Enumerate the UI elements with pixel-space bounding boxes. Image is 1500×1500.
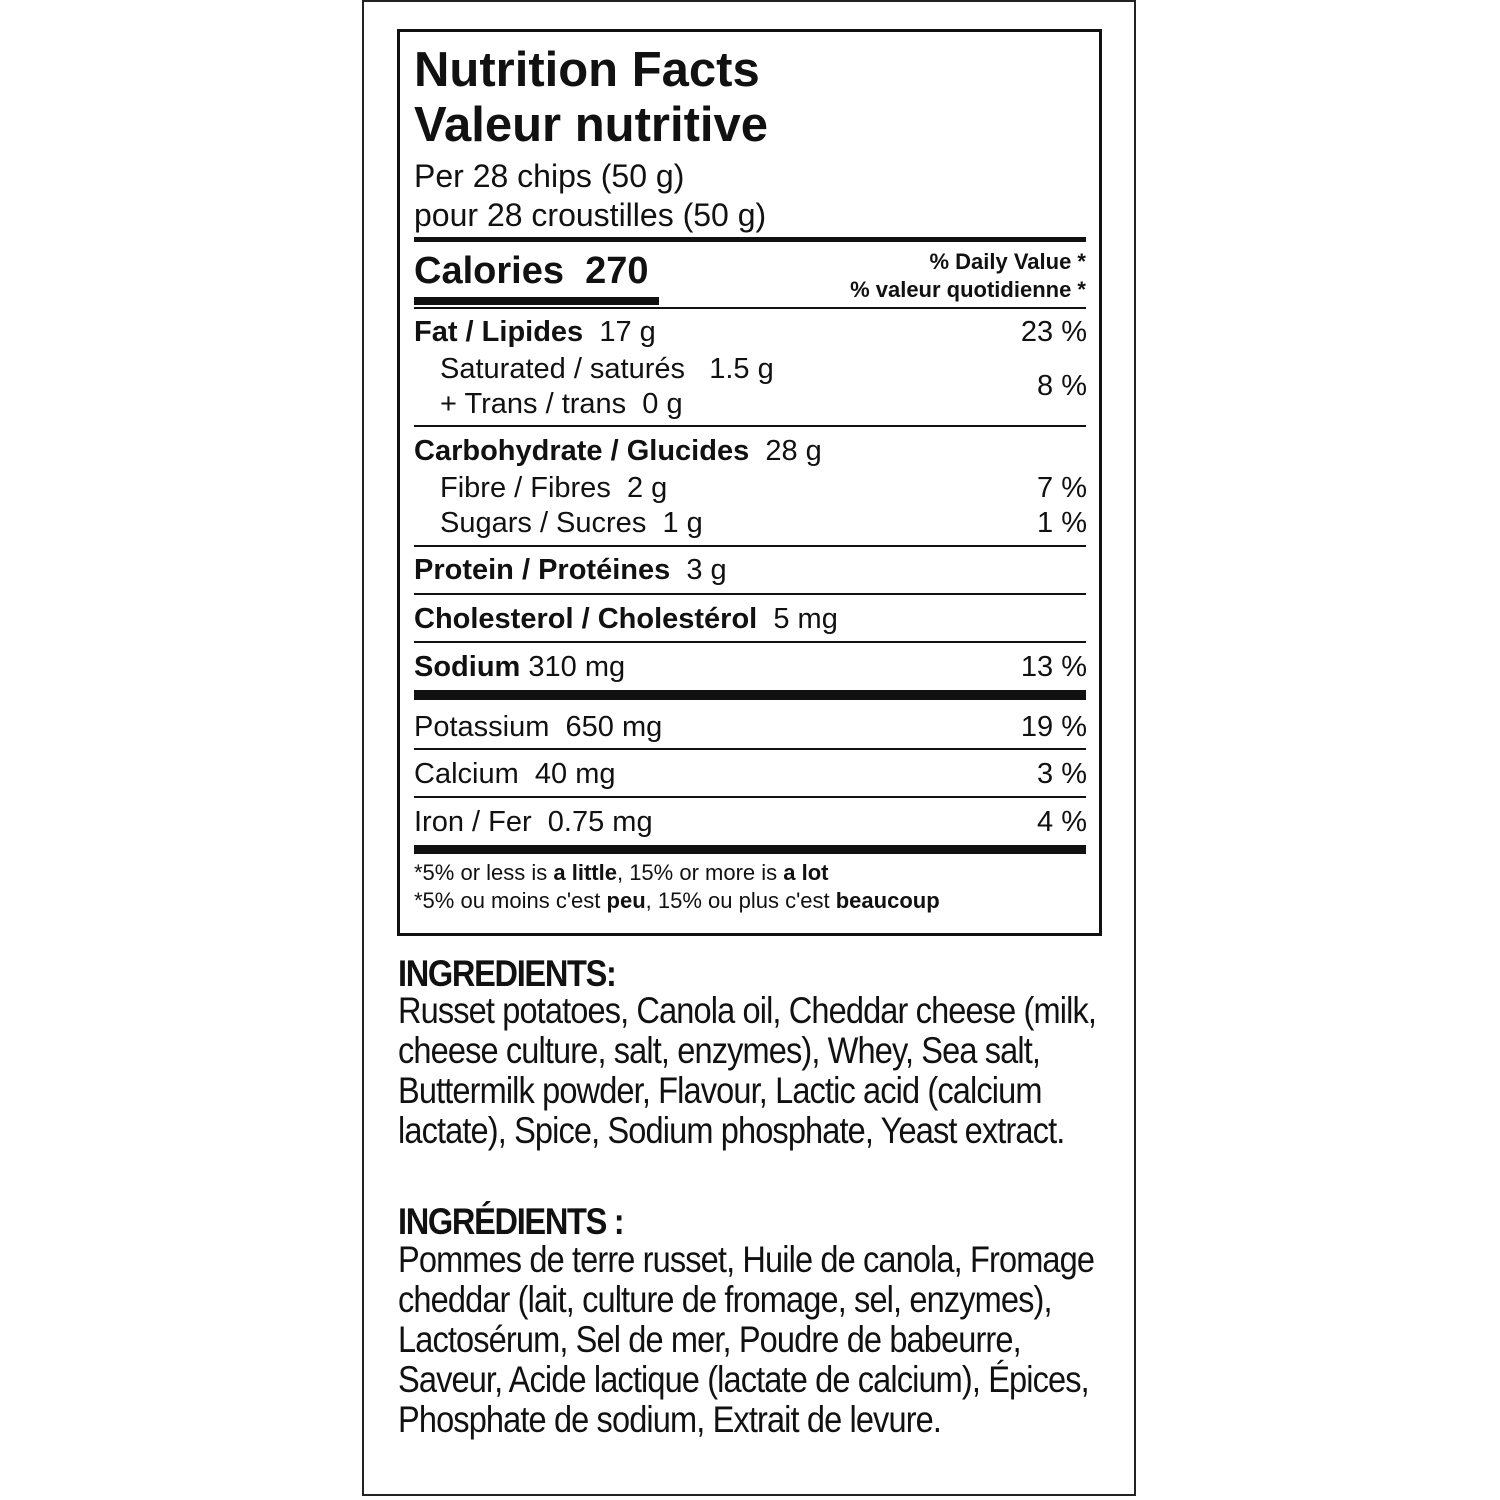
saturated-row bbox=[440, 355, 774, 384]
calcium-label: Calcium bbox=[414, 758, 519, 790]
calories-label: Calories bbox=[414, 250, 564, 292]
footnote-text: *5% ou moins c'est bbox=[414, 888, 607, 913]
trans-amount: 0 g bbox=[642, 388, 683, 420]
thick-rule bbox=[414, 237, 1086, 242]
calcium-row bbox=[414, 760, 615, 789]
footnote-emphasis: a little bbox=[553, 860, 617, 885]
saturated-label: Saturated / saturés bbox=[440, 353, 686, 385]
rule bbox=[414, 641, 1086, 643]
carbohydrate-label: Carbohydrate / Glucides bbox=[414, 435, 750, 467]
saturated-amount: 1.5 g bbox=[709, 353, 774, 385]
rule bbox=[414, 545, 1086, 547]
trans-row bbox=[440, 390, 683, 419]
potassium-label: Potassium bbox=[414, 711, 550, 743]
calories-value: 270 bbox=[585, 250, 649, 292]
sodium-row bbox=[414, 653, 625, 682]
iron-label: Iron / Fer bbox=[414, 806, 532, 838]
rule bbox=[414, 593, 1086, 595]
fat-amount: 17 g bbox=[599, 316, 656, 348]
dv-header-en: % Daily Value * bbox=[929, 249, 1086, 274]
rule bbox=[414, 307, 1086, 309]
protein-row bbox=[414, 556, 727, 585]
ingredients-en-text: Russet potatoes, Canola oil, Cheddar cheese (milk, cheese culture, salt, enzymes), Whey, Sea salt, Buttermilk powder, Flavour, Lactic acid (calcium lactate), Spice, Sodium phosphate, Yeast extract. bbox=[398, 990, 1097, 1151]
sugars-amount: 1 g bbox=[662, 507, 703, 539]
rule bbox=[414, 748, 1086, 750]
carbohydrate-amount: 28 g bbox=[765, 435, 822, 467]
thick-rule bbox=[414, 690, 1086, 700]
calcium-dv: 3 % bbox=[1037, 758, 1087, 790]
footnote-en bbox=[414, 862, 828, 884]
fibre-dv: 7 % bbox=[1037, 472, 1087, 504]
carbohydrate-row bbox=[414, 437, 822, 466]
trans-label: + Trans / trans bbox=[440, 388, 627, 420]
iron-dv: 4 % bbox=[1037, 806, 1087, 838]
dv-header-fr: % valeur quotidienne * bbox=[850, 277, 1086, 302]
sugars-row bbox=[440, 509, 703, 538]
footnote-text: , 15% or more is bbox=[616, 860, 784, 885]
rule bbox=[414, 425, 1086, 427]
cholesterol-amount: 5 mg bbox=[773, 603, 838, 635]
iron-amount: 0.75 mg bbox=[547, 806, 653, 838]
fat-dv: 23 % bbox=[1020, 316, 1087, 348]
footnote-emphasis: a lot bbox=[783, 860, 829, 885]
ingredients-en-heading: INGREDIENTS: bbox=[398, 953, 616, 994]
serving-fr: pour 28 croustilles (50 g) bbox=[414, 197, 767, 233]
iron-row bbox=[414, 808, 653, 837]
sodium-amount: 310 mg bbox=[528, 651, 626, 683]
protein-amount: 3 g bbox=[686, 554, 727, 586]
footnote-emphasis: peu bbox=[606, 888, 646, 913]
potassium-amount: 650 mg bbox=[565, 711, 663, 743]
title-fr: Valeur nutritive bbox=[414, 98, 769, 152]
fibre-row bbox=[440, 474, 667, 503]
protein-label: Protein / Protéines bbox=[414, 554, 671, 586]
potassium-row bbox=[414, 713, 662, 742]
fat-row bbox=[414, 318, 656, 347]
ingredients-fr-text: Pommes de terre russet, Huile de canola, Fromage cheddar (lait, culture de fromage, sel, enzymes), Lactosérum, Sel de mer, Poudre de babeurre, Saveur, Acide lactique (lactate de calcium), Épices, Phosphate de sodium, Extrait de levure. bbox=[398, 1239, 1095, 1440]
fat-label: Fat / Lipides bbox=[414, 316, 584, 348]
cholesterol-row bbox=[414, 605, 838, 634]
fibre-label: Fibre / Fibres bbox=[440, 472, 611, 504]
fibre-amount: 2 g bbox=[626, 472, 668, 504]
footnote-emphasis: beaucoup bbox=[835, 888, 940, 913]
calories bbox=[414, 252, 649, 290]
rule bbox=[414, 796, 1086, 798]
calcium-amount: 40 mg bbox=[534, 758, 616, 790]
sugars-dv: 1 % bbox=[1037, 507, 1087, 539]
sat-trans-dv: 8 % bbox=[1037, 370, 1087, 402]
footnote-fr bbox=[414, 890, 940, 912]
sodium-label: Sodium bbox=[414, 651, 521, 683]
serving-en: Per 28 chips (50 g) bbox=[414, 158, 685, 194]
title-en: Nutrition Facts bbox=[414, 43, 760, 97]
calories-rule bbox=[414, 297, 659, 305]
ingredients-fr-heading: INGRÉDIENTS : bbox=[398, 1201, 624, 1242]
potassium-dv: 19 % bbox=[1020, 711, 1087, 743]
cholesterol-label: Cholesterol / Cholestérol bbox=[414, 603, 758, 635]
footnote-text: , 15% ou plus c'est bbox=[645, 888, 836, 913]
sodium-dv: 13 % bbox=[1020, 651, 1087, 683]
sugars-label: Sugars / Sucres bbox=[440, 507, 647, 539]
footnote-text: *5% or less is bbox=[414, 860, 554, 885]
thick-rule bbox=[414, 845, 1086, 854]
